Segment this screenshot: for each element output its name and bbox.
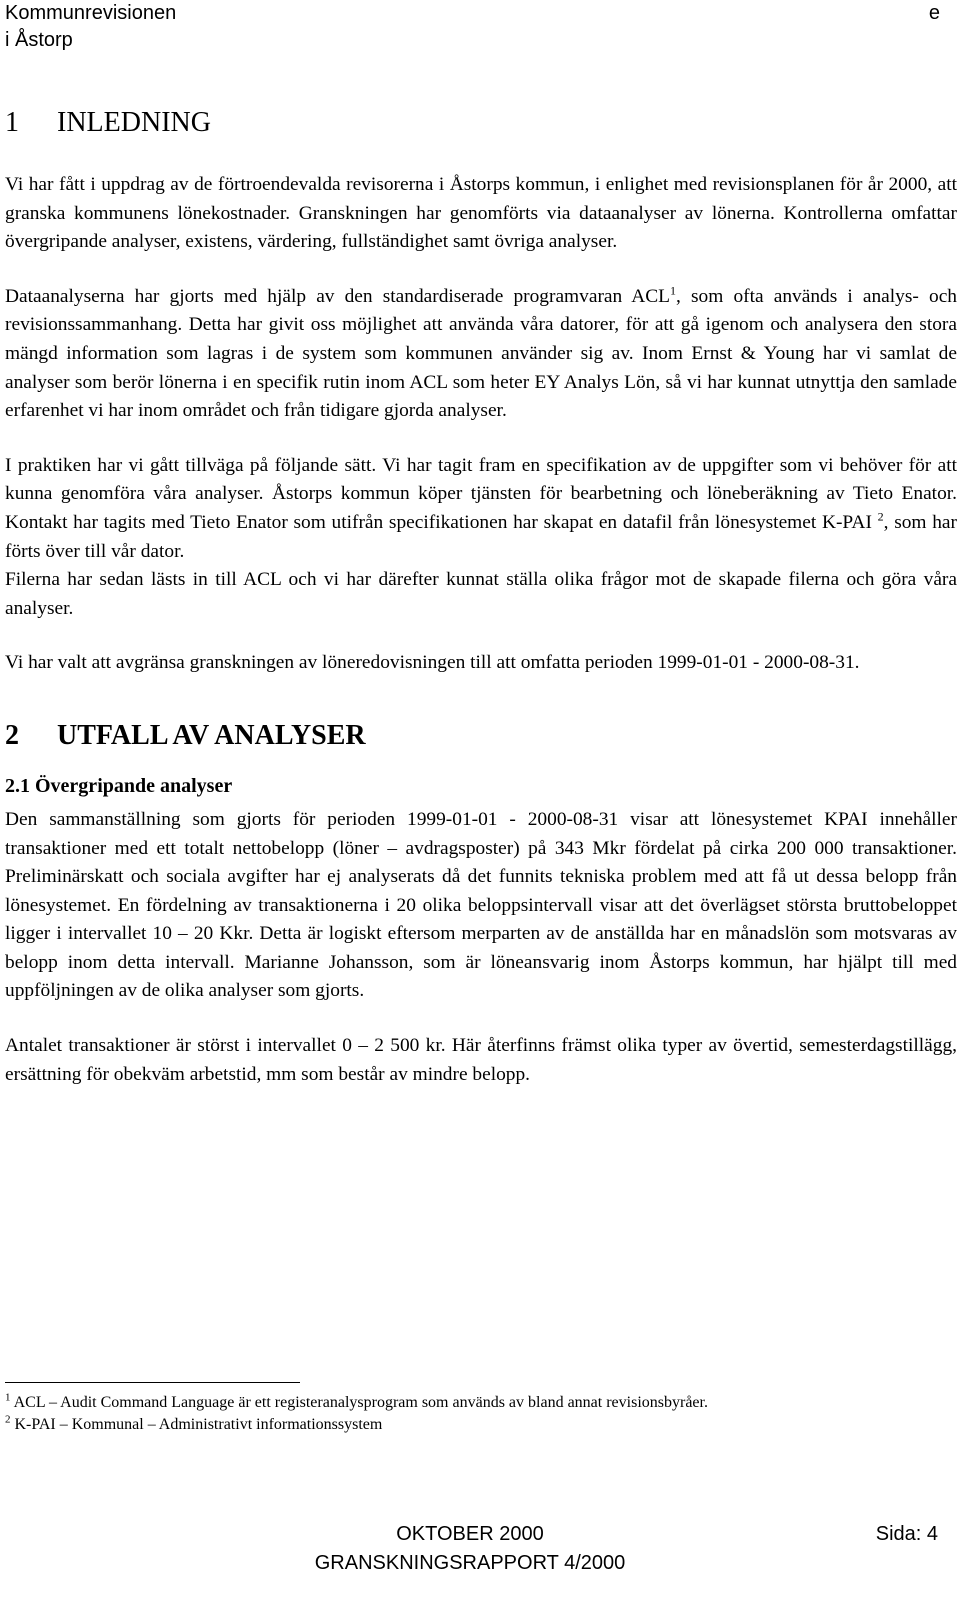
footnote-ref-2: 2 bbox=[877, 509, 884, 524]
footer-report-id: GRANSKNINGSRAPPORT 4/2000 bbox=[314, 1552, 626, 1574]
subsection-2-1-heading: 2.1 Övergripande analyser bbox=[5, 774, 233, 797]
section-1-number: 1 bbox=[5, 107, 19, 138]
analysis-paragraph-2: Antalet transaktioner är störst i intervallet 0 – 2 500 kr. Här återfinns främst olika typer av övertid, semesterdagstillägg, ersättning för obekväm arbetstid, mm som består av mindre belopp. bbox=[5, 1035, 957, 1085]
footnote-1: $^1$ ACL – Audit Command Language är ett registeranalysprogram som används av bland annat revisionsbyråer. bbox=[5, 1391, 708, 1411]
header-org-line1: Kommunrevisionen bbox=[5, 2, 177, 24]
section-2-number: 2 bbox=[5, 719, 19, 751]
intro-paragraph-2: Dataanalyserna har gjorts med hjälp av den standardiserade programvaran ACL$^1$, som ofta används i analys- och revisionssammanhang. Detta har givit oss möjlighet att använda våra datorer, för att gå igenom och analysera den stora mängd information som lagras i de system som kommunen använder sig av. Inom Ernst & Young har vi samlat de analyser som berör lönerna i en specifik rutin inom ACL som heter EY Analys Lön, så vi har kunnat utnyttja den samlade erfarenhet vi har inom området och från tidigare gjorda analyser. bbox=[5, 283, 957, 422]
footer-center bbox=[290, 1520, 650, 1578]
header-organization bbox=[5, 0, 176, 54]
section-1-heading bbox=[5, 105, 957, 141]
section-2-title: UTFALL AV ANALYSER bbox=[57, 719, 366, 751]
section-1-title: INLEDNING bbox=[57, 107, 211, 138]
body-content bbox=[5, 105, 957, 1089]
intro-paragraph-3: I praktiken har vi gått tillväga på följande sätt. Vi har tagit fram en specifikation av de uppgifter som vi behöver för att kunna genomföra våra analyser. Åstorps kommun köper tjänsten för bearbetning och löneberäkning av Tieto Enator. Kontakt har tagits med Tieto Enator som utifrån specifikationen har skapat en datafil från lönesystemet K-PAI $^2$, som har förts över till vår dator. bbox=[5, 454, 957, 562]
intro-paragraph-1: Vi har fått i uppdrag av de förtroendevalda revisorerna i Åstorps kommun, i enlighet med revisionsplanen för år 2000, att granska kommunens lönekostnader. Granskningen har genomförts via dataanalyser av lönerna. Kontrollerna omfattar övergripande analyser, existens, värdering, fullständighet samt övriga analyser. bbox=[5, 174, 957, 253]
footnote-2: $^2$ K-PAI – Kommunal – Administrativt informationssystem bbox=[5, 1413, 383, 1433]
footnote-ref-1: 1 bbox=[670, 283, 677, 298]
intro-paragraph-4: Filerna har sedan lästs in till ACL och vi har därefter kunnat ställa olika frågor mot de skapade filerna och göra våra analyser. bbox=[5, 569, 957, 619]
intro-paragraph-5: Vi har valt att avgränsa granskningen av löneredovisningen till att omfatta perioden 1999-01-01 - 2000-08-31. bbox=[5, 652, 860, 674]
section-2-heading bbox=[5, 718, 957, 754]
header-corner-mark: e bbox=[928, 2, 940, 24]
footnotes bbox=[5, 1392, 708, 1436]
analysis-paragraph-1: Den sammanställning som gjorts för perioden 1999-01-01 - 2000-08-31 visar att lönesystemet KPAI innehåller transaktioner med ett totalt nettobelopp (löner – avdragsposter) på 343 Mkr fördelat på cirka 200 000 transaktioner. Preliminärskatt och sociala avgifter har ej analyserats då det funnits tekniska problem med att få ut dessa belopp från lönesystemet. En fördelning av transaktionerna i 20 olika beloppsintervall visar att det överlägset största bruttobeloppet ligger i intervallet 10 – 20 Kkr. Detta är logiskt eftersom merparten av de anställda har en månadslön som motsvaras av belopp inom detta intervall. Marianne Johansson, som är löneansvarig inom Åstorps kommun, har hjälpt till med uppföljningen av de olika analyser som gjorts. bbox=[5, 808, 957, 1002]
footer-page-number: Sida: 4 bbox=[875, 1523, 938, 1545]
footer-date: OKTOBER 2000 bbox=[396, 1523, 544, 1545]
footnote-divider bbox=[5, 1382, 300, 1383]
header-org-line2: i Åstorp bbox=[5, 29, 73, 51]
